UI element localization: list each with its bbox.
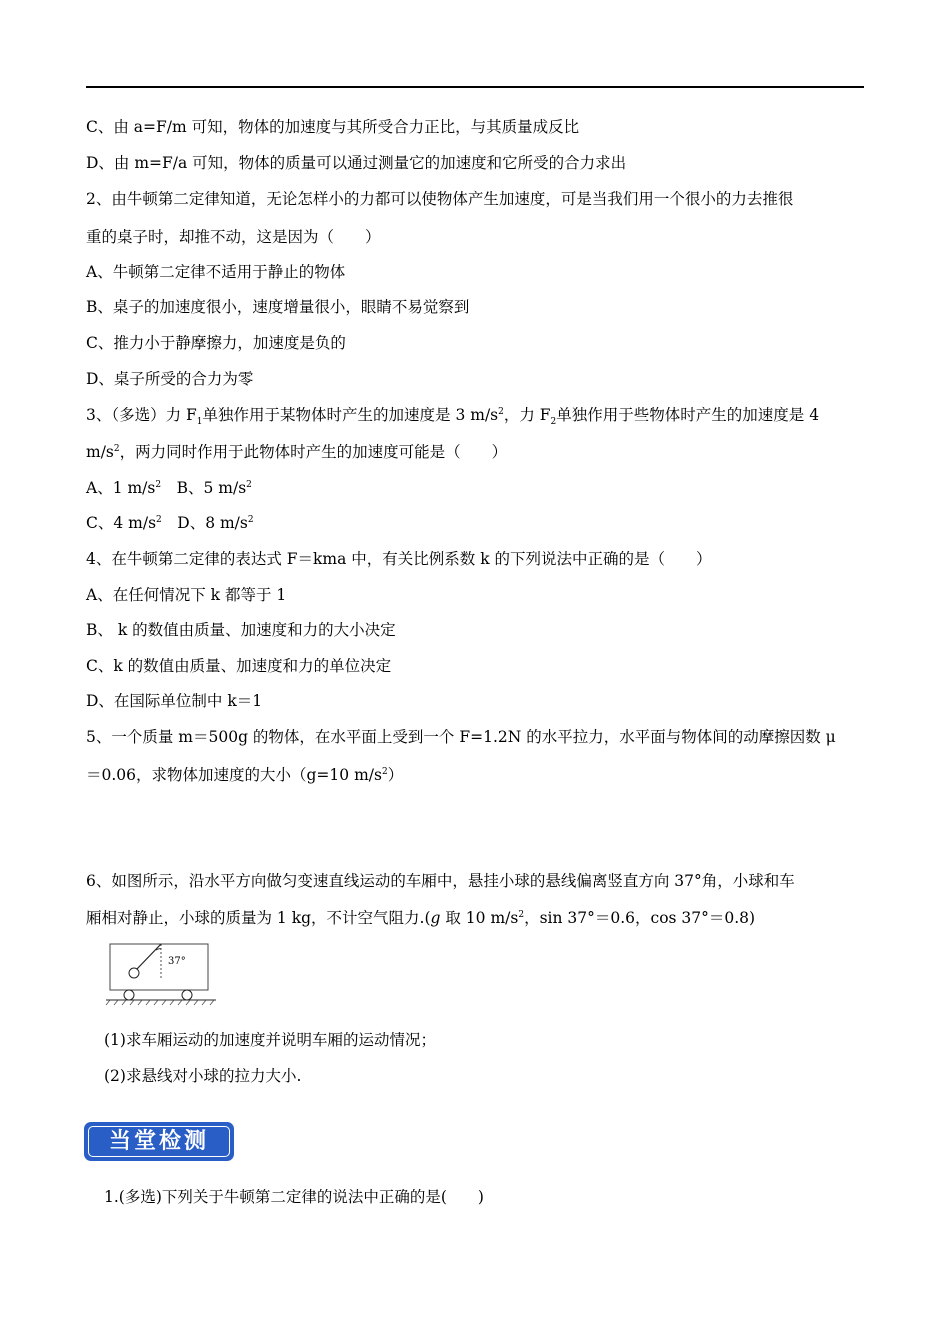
check-question-1: 1.(多选)下列关于牛顿第二定律的说法中正确的是( ) — [104, 1188, 484, 1206]
suspension-line — [136, 944, 161, 970]
question-6-line-1: 6、如图所示，沿水平方向做匀变速直线运动的车厢中，悬挂小球的悬线偏离竖直方向 37°角，小球和车 — [86, 872, 795, 890]
question-6-sub-2: (2)求悬线对小球的拉力大小. — [104, 1067, 302, 1085]
question-3-line-2: $m/s^2$，两力同时作用于此物体时产生的加速度可能是（ ） — [86, 443, 508, 461]
question-4-stem: 4、在牛顿第二定律的表达式 F＝kma 中，有关比例系数 k 的下列说法中正确的是（ ） — [86, 550, 712, 568]
question-5-line-2: ＝0.06，求物体加速度的大小（g=10 $m/s^2$） — [86, 766, 404, 784]
option-d-line: D、由 m=F/a 可知，物体的质量可以通过测量它的加速度和它所受的合力求出 — [86, 154, 627, 172]
question-2-line-1: 2、由牛顿第二定律知道，无论怎样小的力都可以使物体产生加速度，可是当我们用一个很小的力去推很 — [86, 190, 794, 208]
question-2-option-b: B、桌子的加速度很小，速度增量很小，眼睛不易觉察到 — [86, 298, 470, 316]
wheel-right — [182, 990, 192, 1000]
question-4-option-a: A、在任何情况下 k 都等于 1 — [86, 586, 287, 604]
question-4-option-d: D、在国际单位制中 k＝1 — [86, 692, 263, 710]
question-2-option-a: A、牛顿第二定律不适用于静止的物体 — [86, 263, 346, 281]
question-3-options-ab: A、1 $m/s^2$ B、5 $m/s^2$ — [86, 479, 252, 497]
header-rule — [86, 86, 864, 88]
question-4-option-c: C、k 的数值由质量、加速度和力的单位决定 — [86, 657, 392, 675]
hanging-ball — [129, 968, 139, 978]
question-3-options-cd: C、4 $m/s^2$ D、8 $m/s^2$ — [86, 514, 254, 532]
question-2-option-c: C、推力小于静摩擦力，加速度是负的 — [86, 334, 346, 352]
question-5-line-1: 5、一个质量 m＝500g 的物体，在水平面上受到一个 F=1.2N 的水平拉力，水平面与物体间的动摩擦因数 μ — [86, 728, 836, 746]
angle-label: 37° — [168, 956, 186, 967]
carriage-pendulum-figure — [104, 938, 219, 1008]
question-6-line-2: 厢相对静止，小球的质量为 1 kg，不计空气阻力.(g 取 10 $m/s^2$，sin 37°＝0.6，cos 37°＝0.8) — [86, 909, 756, 927]
question-2-line-2: 重的桌子时，却推不动，这是因为（ ） — [86, 228, 381, 246]
question-2-option-d: D、桌子所受的合力为零 — [86, 370, 254, 388]
banner-label: 当堂检测 — [108, 1129, 209, 1154]
wheel-left — [124, 990, 134, 1000]
question-6-sub-1: (1)求车厢运动的加速度并说明车厢的运动情况； — [104, 1031, 436, 1049]
question-3-line-1: 3、（多选）力 $F_1$单独作用于某物体时产生的加速度是 3 $m/s^2$，力 $F_2$单独作用于些物体时产生的加速度是 4 — [86, 406, 820, 428]
carriage-body — [110, 944, 208, 990]
ground-hatching — [106, 1000, 214, 1005]
option-c-line: C、由 a=F/m 可知，物体的加速度与其所受合力正比，与其质量成反比 — [86, 118, 580, 136]
section-banner — [84, 1122, 234, 1161]
question-4-option-b: B、 k 的数值由质量、加速度和力的大小决定 — [86, 621, 396, 639]
